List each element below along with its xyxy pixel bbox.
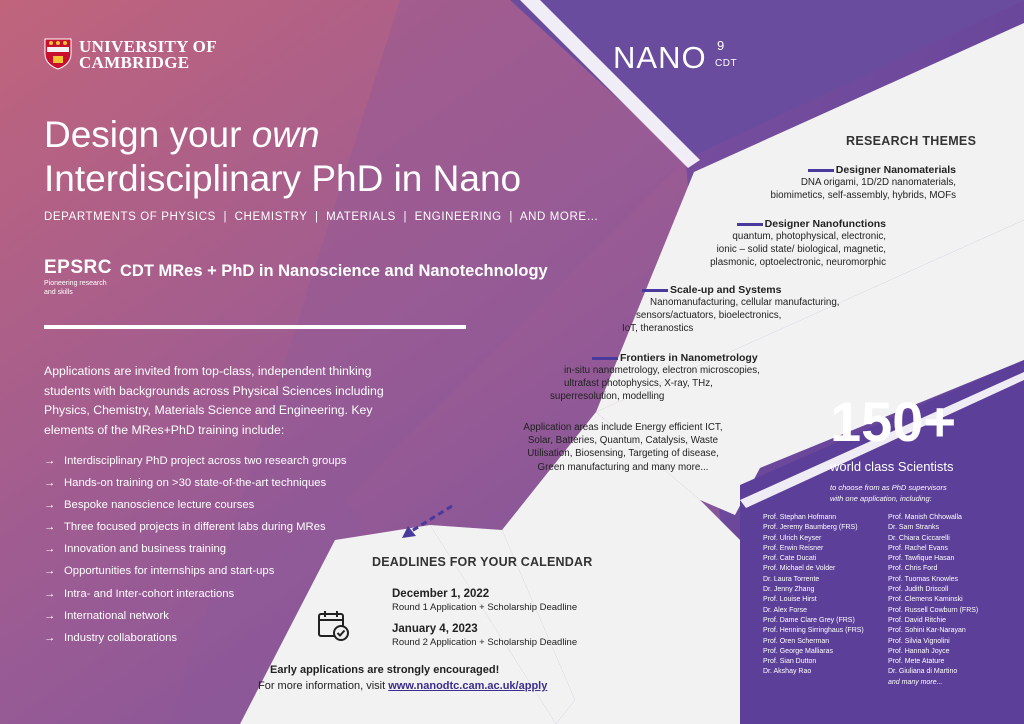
programme-title: CDT MRes + PhD in Nanoscience and Nanotechnology	[120, 262, 548, 280]
list-item: Prof. Manish Chhowalla	[888, 514, 962, 521]
list-item-label: Three focused projects in different labs during MRes	[64, 521, 326, 534]
scientists-count: 150+	[830, 390, 957, 453]
list-item	[44, 588, 384, 610]
arrow-right-icon: →	[44, 543, 56, 556]
list-item: Prof. Sian Dutton	[763, 658, 817, 666]
list-item: Prof. Ulrich Keyser	[763, 534, 822, 542]
epsrc-wordmark: EPSRC	[44, 257, 112, 278]
scientists-sub1: to choose from as PhD supervisors	[830, 483, 947, 492]
list-item	[44, 565, 384, 587]
list-item: Prof. Stephan Hofmann	[763, 514, 837, 521]
application-areas	[478, 421, 768, 474]
deadline-1-date: December 1, 2022	[392, 588, 490, 600]
theme-bullet-bar	[642, 289, 668, 292]
intro-line4: elements of the MRes+PhD training include:	[44, 422, 285, 437]
nano-logo-sub: CDT	[715, 58, 738, 69]
list-item	[44, 477, 384, 499]
list-item: Prof. Jeremy Baumberg (FRS)	[763, 524, 858, 532]
theme-desc-2: ultrafast photophysics, X-ray, THz,	[564, 378, 713, 390]
list-item: Dr. Akshay Rao	[763, 668, 812, 676]
list-item	[44, 521, 384, 543]
list-item: Prof. Dame Clare Grey (FRS)	[763, 616, 855, 624]
theme-desc-3: plasmonic, optoelectronic, neuromorphic	[710, 257, 886, 269]
list-item: Prof. Oren Scherman	[763, 637, 830, 645]
list-item-label: Industry collaborations	[64, 631, 178, 644]
scientists-sub2: with one application, including:	[830, 494, 932, 503]
list-item: Prof. Silvia Vignolini	[888, 637, 950, 645]
calendar-check-icon	[316, 608, 350, 642]
supervisor-list-col2	[888, 513, 978, 688]
university-name-line2: CAMBRIDGE	[79, 53, 190, 72]
footer-prefix: For more information, visit	[258, 680, 389, 692]
theme-desc-3: IoT, theranostics	[622, 323, 694, 335]
scientists-label: world class Scientists	[830, 459, 954, 474]
list-item: Prof. Sohini Kar-Narayan	[888, 627, 966, 635]
list-item	[44, 455, 384, 477]
arrow-right-icon: →	[44, 477, 56, 490]
headline-emphasis: own	[251, 114, 320, 155]
list-item: Prof. Cate Ducati	[763, 555, 817, 563]
epsrc-tagline-1: Pioneering research	[44, 280, 107, 287]
intro-line2: students with backgrounds across Physical Sciences including	[44, 383, 384, 398]
arrow-right-icon: →	[44, 521, 56, 534]
list-item: Dr. Giuliana di Martino	[888, 668, 958, 676]
theme-desc-2: ionic – solid state/ biological, magnetic,	[716, 244, 886, 256]
headline-prefix: Design your	[44, 114, 252, 155]
list-item-label: Hands-on training on >30 state-of-the-art techniques	[64, 477, 327, 490]
list-item	[44, 499, 384, 521]
theme-desc-1: quantum, photophysical, electronic,	[732, 231, 886, 242]
deadline-1	[392, 588, 577, 613]
list-item: Prof. Erwin Reisner	[763, 544, 824, 552]
nano-logo-main: NANO	[613, 40, 707, 75]
epsrc-logo	[44, 257, 110, 307]
footer-more-info	[258, 680, 547, 692]
application-line4: Green manufacturing and many more...	[537, 461, 709, 473]
list-item	[44, 543, 384, 565]
list-item: Dr. Sam Stranks	[888, 524, 939, 532]
list-item-more: and many more...	[888, 678, 943, 686]
nano-logo-superscript: 9	[717, 38, 725, 53]
application-line1: Application areas include Energy efficient ICT,	[523, 422, 723, 433]
epsrc-tagline-2: and skills	[44, 289, 73, 296]
cambridge-logo	[44, 38, 219, 74]
theme-designer-nanomaterials	[771, 164, 956, 202]
arrow-right-icon: →	[44, 499, 56, 512]
theme-title: Designer Nanofunctions	[764, 218, 886, 230]
intro-line1: Applications are invited from top-class, independent thinking	[44, 364, 372, 378]
theme-title: Scale-up and Systems	[670, 284, 782, 296]
deadline-1-desc: Round 1 Application + Scholarship Deadline	[392, 602, 578, 613]
intro-paragraph	[44, 362, 404, 440]
headline-line1	[44, 114, 320, 155]
list-item: Prof. Michael de Volder	[763, 565, 836, 573]
theme-desc-2: biomimetics, self-assembly, hybrids, MOFs	[770, 190, 956, 202]
supervisor-list-col1	[763, 513, 864, 678]
theme-bullet-bar	[808, 169, 834, 172]
divider-bar	[44, 325, 466, 329]
cambridge-shield-icon	[44, 38, 72, 70]
theme-title: Frontiers in Nanometrology	[620, 352, 758, 364]
theme-nanometrology	[550, 352, 760, 404]
deadline-2-desc: Round 2 Application + Scholarship Deadline	[392, 637, 578, 648]
list-item: Prof. Louise Hirst	[763, 596, 817, 604]
list-item: Dr. Alex Forse	[763, 606, 807, 614]
arrow-right-icon: →	[44, 587, 56, 600]
application-line3: Utilisation, Biosensing, Targeting of disease,	[527, 448, 719, 460]
nano-cdt-logo	[613, 40, 753, 80]
list-item: Prof. Mete Atature	[888, 658, 945, 666]
deadlines-heading: DEADLINES FOR YOUR CALENDAR	[372, 555, 593, 569]
theme-scale-up	[622, 284, 840, 336]
list-item: Prof. Clemens Kaminski	[888, 596, 963, 604]
theme-designer-nanofunctions	[710, 218, 886, 270]
list-item-label: Innovation and business training	[64, 543, 227, 556]
theme-desc-1: Nanomanufacturing, cellular manufacturing,	[650, 297, 840, 308]
list-item: Prof. David Ritchie	[888, 616, 946, 624]
departments-line: DEPARTMENTS OF PHYSICS | CHEMISTRY | MATERIALS | ENGINEERING | AND MORE…	[44, 211, 599, 223]
list-item: Prof. Tuomas Knowles	[888, 575, 959, 583]
deadline-2	[392, 623, 577, 648]
footer-encourage: Early applications are strongly encouraged!	[270, 664, 500, 676]
dashed-arrow-icon	[396, 502, 456, 542]
list-item: Prof. Henning Sirringhaus (FRS)	[763, 627, 864, 635]
apply-link[interactable]: www.nanodtc.cam.ac.uk/apply	[388, 680, 548, 692]
list-item: Prof. Judith Driscoll	[888, 586, 949, 594]
research-themes-heading: RESEARCH THEMES	[846, 134, 977, 148]
list-item-label: Opportunities for internships and start-ups	[64, 565, 275, 578]
list-item: Dr. Jenny Zhang	[763, 586, 815, 594]
list-item-label: International network	[64, 609, 169, 622]
theme-desc-1: DNA origami, 1D/2D nanomaterials,	[800, 177, 956, 188]
theme-bullet-bar	[592, 357, 618, 360]
arrow-right-icon: →	[44, 565, 56, 578]
theme-bullet-bar	[737, 223, 763, 226]
arrow-right-icon: →	[44, 609, 56, 622]
list-item: Prof. Hannah Joyce	[888, 647, 950, 655]
arrow-right-icon: →	[44, 631, 56, 644]
intro-line3: Physics, Chemistry, Materials Science and Engineering. Key	[44, 403, 373, 417]
list-item: Prof. Chris Ford	[888, 565, 938, 573]
list-item: Prof. Rachel Evans	[888, 544, 948, 552]
theme-title: Designer Nanomaterials	[835, 164, 956, 176]
application-line2: Solar, Batteries, Quantum, Catalysis, Waste	[527, 435, 719, 447]
arrow-right-icon: →	[44, 455, 56, 467]
list-item: Dr. Laura Torrente	[763, 575, 820, 583]
theme-desc-3: superresolution, modelling	[550, 391, 665, 403]
theme-desc-2: sensors/actuators, bioelectronics,	[636, 310, 782, 322]
list-item-label: Bespoke nanoscience lecture courses	[64, 499, 255, 512]
list-item-label: Interdisciplinary PhD project across two research groups	[64, 455, 347, 467]
deadline-2-date: January 4, 2023	[392, 623, 478, 635]
list-item: Prof. Tawfique Hasan	[888, 555, 955, 563]
headline-line2: Interdisciplinary PhD in Nano	[44, 158, 522, 199]
list-item: Prof. George Malliaras	[763, 647, 834, 655]
university-name-line1: UNIVERSITY OF	[79, 37, 217, 56]
list-item-label: Intra- and Inter-cohort interactions	[64, 587, 235, 600]
list-item: Prof. Russell Cowburn (FRS)	[888, 606, 979, 614]
theme-desc-1: in-situ nanometrology, electron microscopies,	[564, 365, 760, 376]
list-item: Dr. Chiara Ciccarelli	[888, 534, 950, 542]
